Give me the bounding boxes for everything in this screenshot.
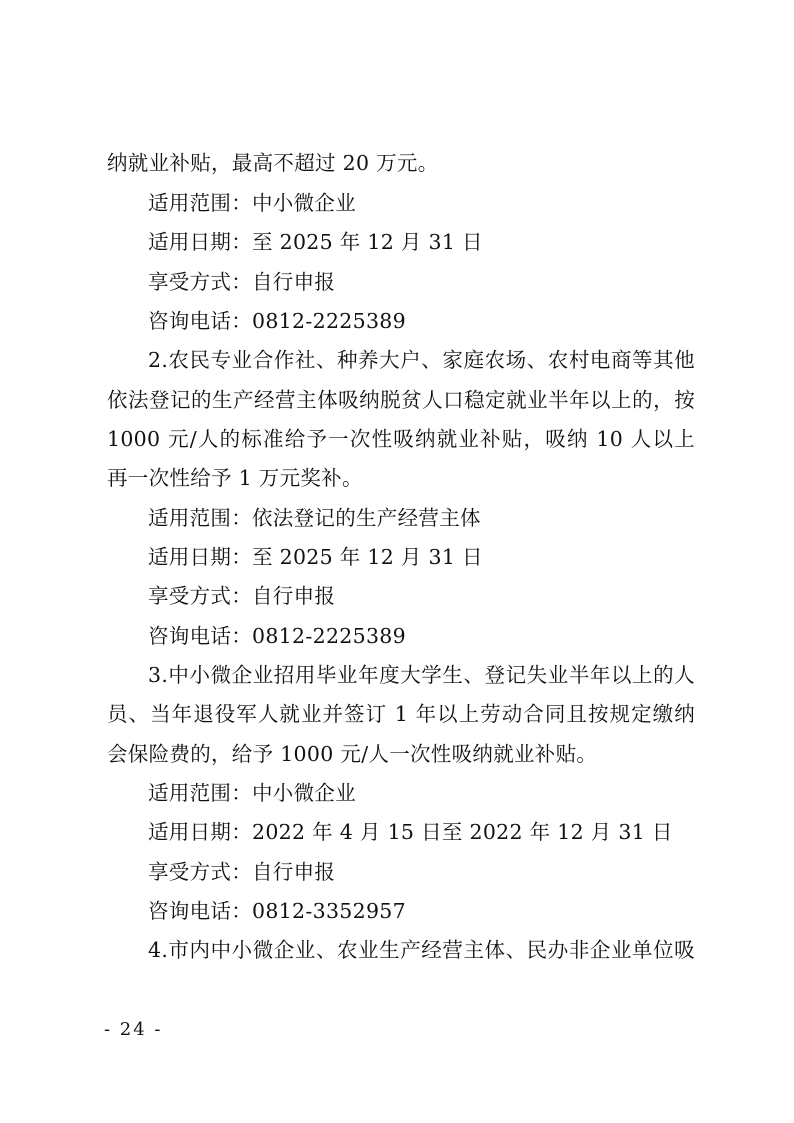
paragraph-line: 员、当年退役军人就业并签订 1 年以上劳动合同且按规定缴纳 (107, 702, 695, 726)
paragraph-line: 咨询电话：0812-2225389 (148, 309, 406, 333)
page-number: - 24 - (104, 1019, 163, 1040)
paragraph-line: 咨询电话：0812-2225389 (148, 624, 406, 648)
paragraph-line: 享受方式：自行申报 (148, 860, 336, 884)
paragraph-line: 享受方式：自行申报 (148, 584, 336, 608)
paragraph-line: 1000 元/人的标准给予一次性吸纳就业补贴，吸纳 10 人以上 (107, 427, 695, 451)
paragraph-line: 适用日期：2022 年 4 月 15 日至 2022 年 12 月 31 日 (148, 820, 673, 844)
paragraph-line: 适用范围：中小微企业 (148, 781, 356, 805)
paragraph-line: 咨询电话：0812-3352957 (148, 899, 406, 923)
paragraph-line: 适用范围：依法登记的生产经营主体 (148, 506, 481, 530)
paragraph-line: 会保险费的，给予 1000 元/人一次性吸纳就业补贴。 (107, 742, 598, 766)
paragraph-line: 2.农民专业合作社、种养大户、家庭农场、农村电商等其他 (148, 348, 695, 372)
paragraph-line: 享受方式：自行申报 (148, 270, 336, 294)
paragraph-line: 适用日期：至 2025 年 12 月 31 日 (148, 230, 483, 254)
paragraph-line: 适用范围：中小微企业 (148, 191, 356, 215)
paragraph-line: 4.市内中小微企业、农业生产经营主体、民办非企业单位吸 (148, 938, 695, 962)
paragraph-line: 依法登记的生产经营主体吸纳脱贫人口稳定就业半年以上的，按 (107, 388, 695, 412)
paragraph-line: 适用日期：至 2025 年 12 月 31 日 (148, 545, 483, 569)
paragraph-line: 纳就业补贴，最高不超过 20 万元。 (107, 151, 439, 175)
paragraph-line: 再一次性给予 1 万元奖补。 (107, 466, 363, 490)
paragraph-line: 3.中小微企业招用毕业年度大学生、登记失业半年以上的人 (148, 663, 695, 687)
